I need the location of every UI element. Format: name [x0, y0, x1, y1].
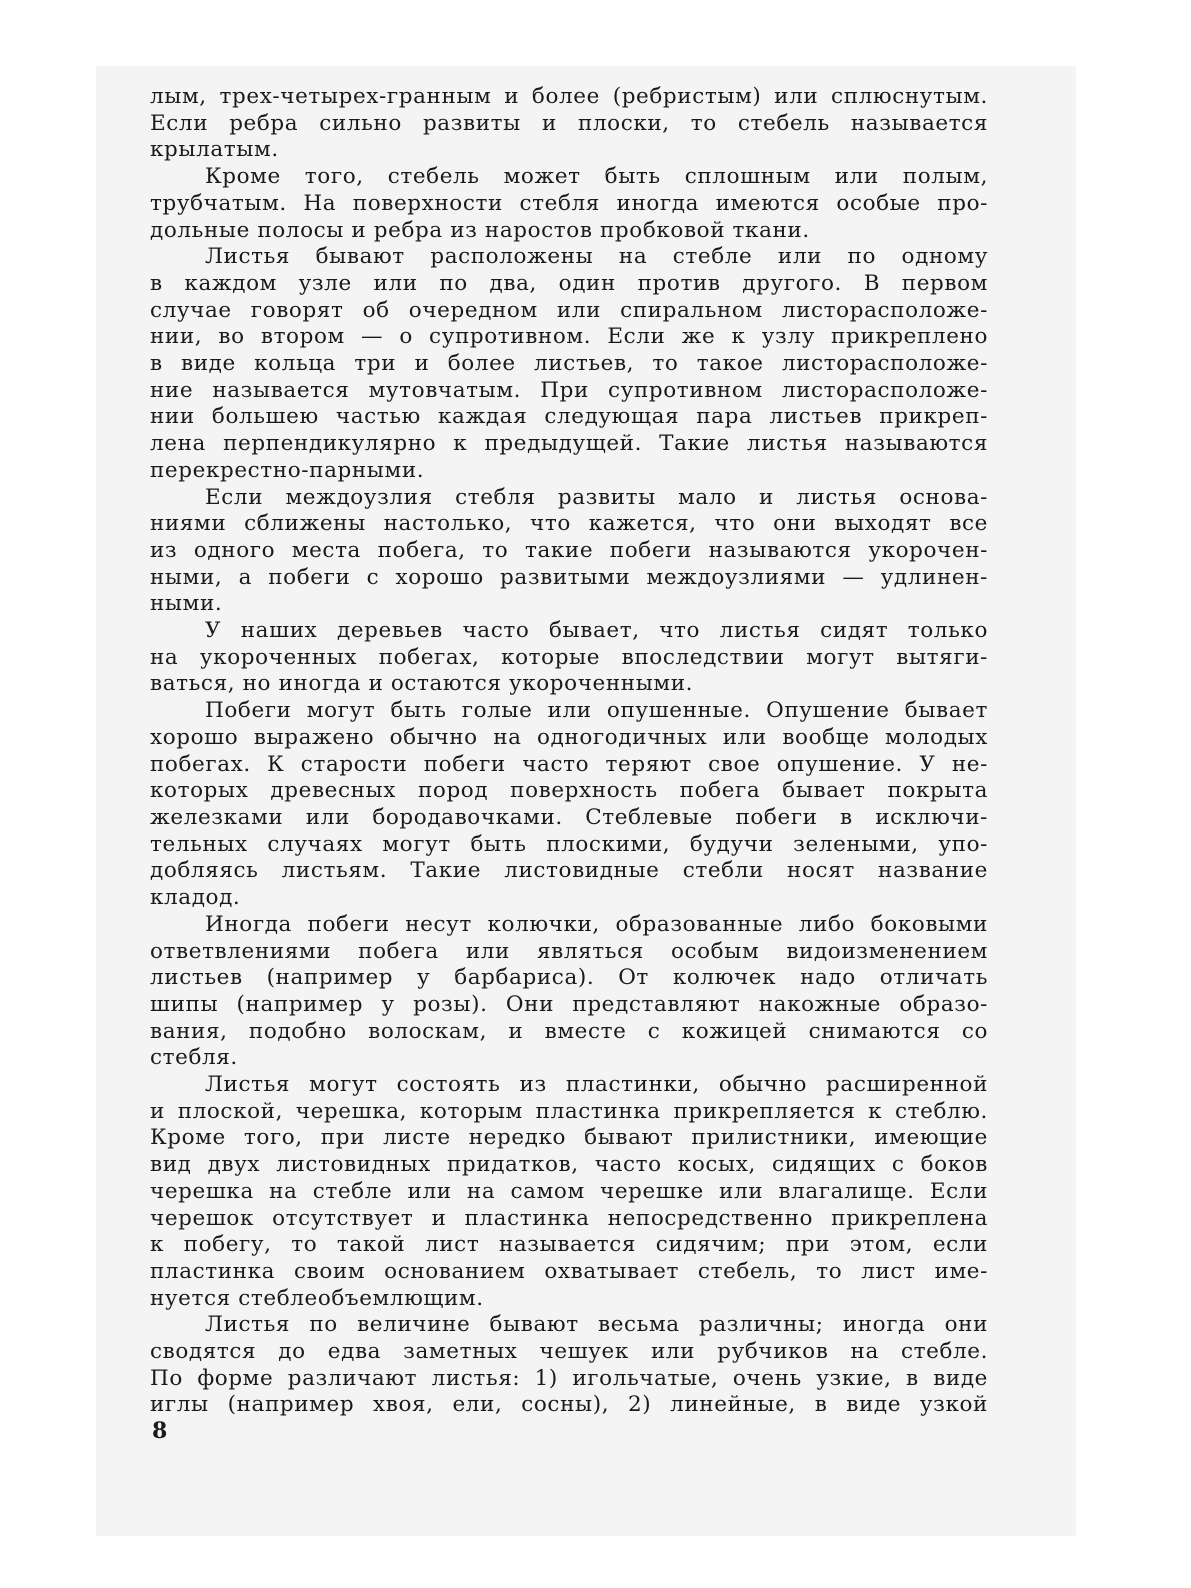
- text-line: листьев (например у барбариса). От колючек надо отличать: [150, 965, 988, 991]
- paragraph: [150, 912, 988, 1072]
- text-line: Листья бывают расположены на стебле или по одному: [205, 244, 988, 270]
- text-line: ниями сближены настолько, что кажется, что они выходят все: [150, 511, 988, 537]
- text-line: в виде кольца три и более листьев, то такое листорасположе-: [150, 351, 988, 377]
- text-line: крылатым.: [150, 137, 279, 163]
- text-line: из одного места побега, то такие побеги называются укорочен-: [150, 537, 988, 563]
- text-line: лена перпендикулярно к предыдущей. Такие листья называются: [150, 431, 988, 457]
- text-line: железками или бородавочками. Стеблевые побеги в исключи-: [150, 804, 988, 830]
- text-line: Листья могут состоять из пластинки, обычно расширенной: [205, 1072, 988, 1098]
- text-line: Побеги могут быть голые или опушенные. Опушение бывает: [205, 698, 988, 724]
- text-line: Иногда побеги несут колючки, образованные либо боковыми: [205, 911, 988, 937]
- text-line: стебля.: [150, 1045, 238, 1071]
- text-line: шипы (например у розы). Они представляют накожные образо-: [150, 991, 988, 1017]
- text-line: ответвлениями побега или являться особым видоизменением: [150, 938, 988, 964]
- paragraph: [150, 618, 988, 698]
- paragraph: [150, 244, 988, 484]
- text-line: тельных случаях могут быть плоскими, будучи зелеными, упо-: [150, 831, 988, 857]
- text-line: ными, а побеги с хорошо развитыми междоузлиями — удлинен-: [150, 564, 988, 590]
- text-line: У наших деревьев часто бывает, что листья сидят только: [205, 618, 988, 644]
- paragraph: [150, 485, 988, 619]
- text-line: случае говорят об очередном или спиральном листорасположе-: [150, 297, 988, 323]
- text-line: Если ребра сильно развиты и плоски, то стебель называется: [150, 110, 988, 136]
- text-line: трубчатым. На поверхности стебля иногда имеются особые про-: [150, 190, 988, 216]
- text-line: добляясь листьям. Такие листовидные стебли носят название: [150, 858, 988, 884]
- text-line: ваться, но иногда и остаются укороченными.: [150, 671, 694, 697]
- body-text: [150, 84, 988, 1419]
- text-line: черешка на стебле или на самом черешке или влагалище. Если: [150, 1178, 988, 1204]
- text-line: Кроме того, стебель может быть сплошным или полым,: [205, 164, 988, 190]
- text-line: в каждом узле или по два, один против другого. В первом: [150, 270, 988, 296]
- paragraph: [150, 1312, 988, 1419]
- text-line: ние называется мутовчатым. При супротивном листорасположе-: [150, 377, 988, 403]
- text-line: Кроме того, при листе нередко бывают прилистники, имеющие: [150, 1125, 988, 1151]
- text-line: к побегу, то такой лист называется сидячим; при этом, если: [150, 1232, 988, 1258]
- text-line: перекрестно-парными.: [150, 457, 425, 483]
- text-line: хорошо выражено обычно на одногодичных или вообще молодых: [150, 724, 988, 750]
- paragraph: [150, 84, 988, 164]
- text-line: иглы (например хвоя, ели, сосны), 2) линейные, в виде узкой: [150, 1392, 988, 1418]
- page-number: 8: [152, 1418, 168, 1444]
- text-line: Листья по величине бывают весьма различны; иногда они: [205, 1312, 988, 1338]
- paragraph: [150, 698, 988, 912]
- text-line: нии большею частью каждая следующая пара листьев прикреп-: [150, 404, 988, 430]
- text-line: Если междоузлия стебля развиты мало и листья основа-: [205, 484, 988, 510]
- text-line: черешок отсутствует и пластинка непосредственно прикреплена: [150, 1205, 988, 1231]
- text-line: которых древесных пород поверхность побега бывает покрыта: [150, 778, 988, 804]
- text-line: нии, во втором — о супротивном. Если же к узлу прикреплено: [150, 324, 988, 350]
- text-line: По форме различают листья: 1) игольчатые, очень узкие, в виде: [150, 1365, 988, 1391]
- text-line: ными.: [150, 591, 223, 617]
- text-line: дольные полосы и ребра из наростов пробковой ткани.: [150, 217, 810, 243]
- text-line: сводятся до едва заметных чешуек или рубчиков на стебле.: [150, 1339, 988, 1365]
- text-line: вания, подобно волоскам, и вместе с кожицей снимаются со: [150, 1018, 988, 1044]
- text-line: и плоской, черешка, которым пластинка прикрепляется к стеблю.: [150, 1098, 988, 1124]
- paragraph: [150, 1072, 988, 1312]
- text-line: пластинка своим основанием охватывает стебель, то лист име-: [150, 1258, 988, 1284]
- text-line: лым, трех-четырех-гранным и более (ребристым) или сплюснутым.: [150, 84, 988, 109]
- text-line: кладод.: [150, 885, 241, 911]
- text-line: вид двух листовидных придатков, часто косых, сидящих с боков: [150, 1152, 988, 1178]
- text-line: побегах. К старости побеги часто теряют свое опушение. У не-: [150, 751, 988, 777]
- text-line: нуется стеблеобъемлющим.: [150, 1285, 484, 1311]
- text-line: на укороченных побегах, которые впоследствии могут вытяги-: [150, 644, 988, 670]
- paragraph: [150, 164, 988, 244]
